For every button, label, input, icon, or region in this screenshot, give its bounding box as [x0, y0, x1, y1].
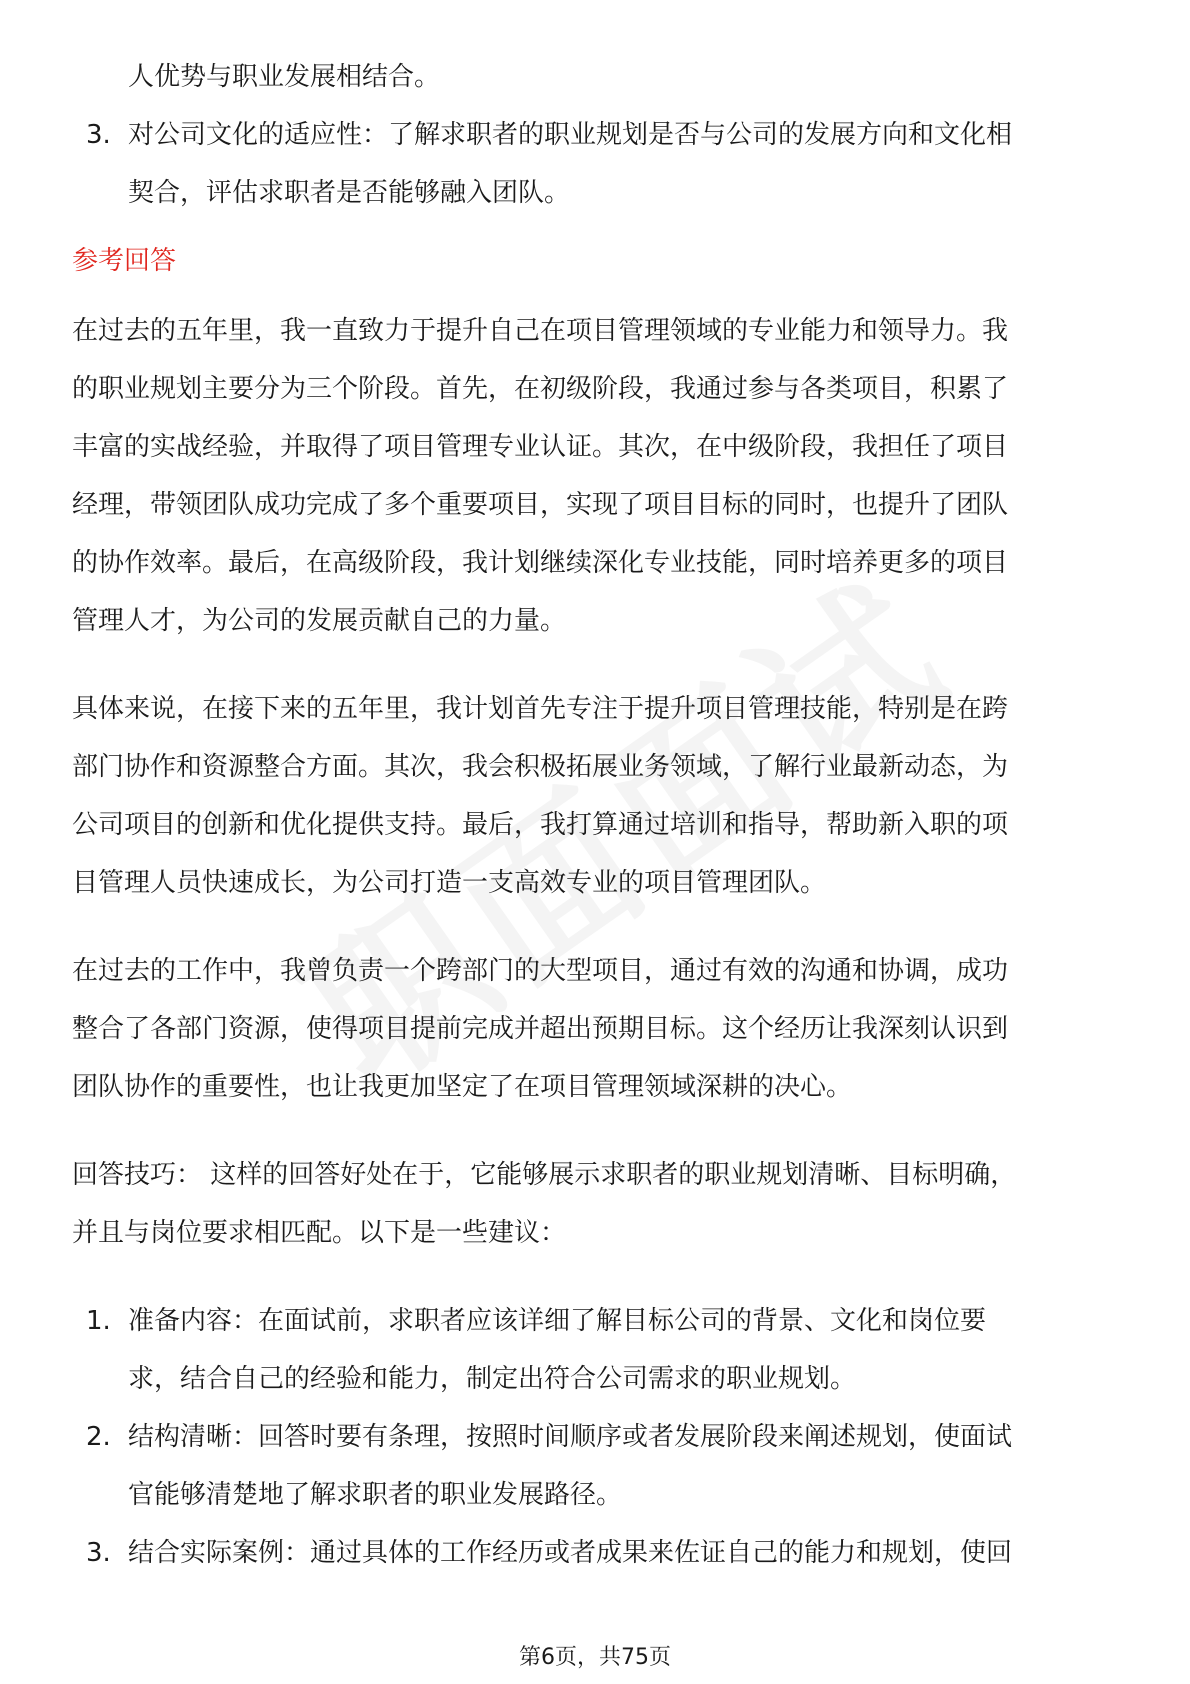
list-item — [72, 1524, 1122, 1582]
list-item-text: 官能够清楚地了解求职者的职业发展路径。 — [128, 1480, 623, 1510]
answer-paragraph-1 — [72, 302, 1122, 650]
list-item — [72, 1292, 1122, 1408]
page-number: 第6页，共75页 — [519, 1645, 671, 1670]
section-title: 参考回答 — [72, 246, 177, 276]
paragraph-line: 回答技巧： 这样的回答好处在于，它能够展示求职者的职业规划清晰、目标明确， — [72, 1160, 1017, 1190]
list-item-text: 结合实际案例：通过具体的工作经历或者成果来佐证自己的能力和规划，使回 — [128, 1538, 1013, 1568]
paragraph-line: 目管理人员快速成长，为公司打造一支高效专业的项目管理团队。 — [72, 868, 827, 898]
list-item-text: 对公司文化的适应性：了解求职者的职业规划是否与公司的发展方向和文化相 — [128, 120, 1013, 150]
paragraph-line: 在过去的工作中，我曾负责一个跨部门的大型项目，通过有效的沟通和协调，成功 — [72, 956, 1009, 986]
list-item-text: 结构清晰：回答时要有条理，按照时间顺序或者发展阶段来阐述规划，使面试 — [128, 1422, 1013, 1452]
answer-paragraph-2 — [72, 680, 1122, 912]
paragraph-line: 团队协作的重要性，也让我更加坚定了在项目管理领域深耕的决心。 — [72, 1072, 853, 1102]
paragraph-line: 丰富的实战经验，并取得了项目管理专业认证。其次，在中级阶段，我担任了项目 — [72, 432, 1009, 462]
list-item-text: 准备内容：在面试前，求职者应该详细了解目标公司的背景、文化和岗位要 — [128, 1306, 987, 1336]
paragraph-line: 公司项目的创新和优化提供支持。最后，我打算通过培训和指导，帮助新入职的项 — [72, 810, 1009, 840]
list-number: 2. — [86, 1422, 111, 1452]
list-item-text: 契合，评估求职者是否能够融入团队。 — [128, 178, 571, 208]
answer-paragraph-3 — [72, 942, 1122, 1116]
list-number: 3. — [86, 1538, 111, 1568]
page-content — [72, 48, 1122, 1582]
list-item — [72, 106, 1122, 222]
list-item-continuation: 人优势与职业发展相结合。 — [128, 62, 441, 92]
paragraph-line: 具体来说，在接下来的五年里，我计划首先专注于提升项目管理技能，特别是在跨 — [72, 694, 1009, 724]
list-number: 1. — [86, 1306, 111, 1336]
tips-list — [72, 1292, 1122, 1582]
list-number: 3. — [86, 120, 111, 150]
paragraph-line: 在过去的五年里，我一直致力于提升自己在项目管理领域的专业能力和领导力。我 — [72, 316, 1009, 346]
list-item-text: 求，结合自己的经验和能力，制定出符合公司需求的职业规划。 — [128, 1364, 857, 1394]
paragraph-line: 的职业规划主要分为三个阶段。首先，在初级阶段，我通过参与各类项目，积累了 — [72, 374, 1009, 404]
tips-intro — [72, 1146, 1122, 1262]
paragraph-line: 的协作效率。最后，在高级阶段，我计划继续深化专业技能，同时培养更多的项目 — [72, 548, 1009, 578]
list-item — [72, 1408, 1122, 1524]
paragraph-line: 经理，带领团队成功完成了多个重要项目，实现了项目目标的同时，也提升了团队 — [72, 490, 1009, 520]
paragraph-line: 管理人才，为公司的发展贡献自己的力量。 — [72, 606, 567, 636]
paragraph-line: 并且与岗位要求相匹配。以下是一些建议： — [72, 1218, 567, 1248]
paragraph-line: 整合了各部门资源，使得项目提前完成并超出预期目标。这个经历让我深刻认识到 — [72, 1014, 1009, 1044]
paragraph-line: 部门协作和资源整合方面。其次，我会积极拓展业务领域，了解行业最新动态，为 — [72, 752, 1009, 782]
